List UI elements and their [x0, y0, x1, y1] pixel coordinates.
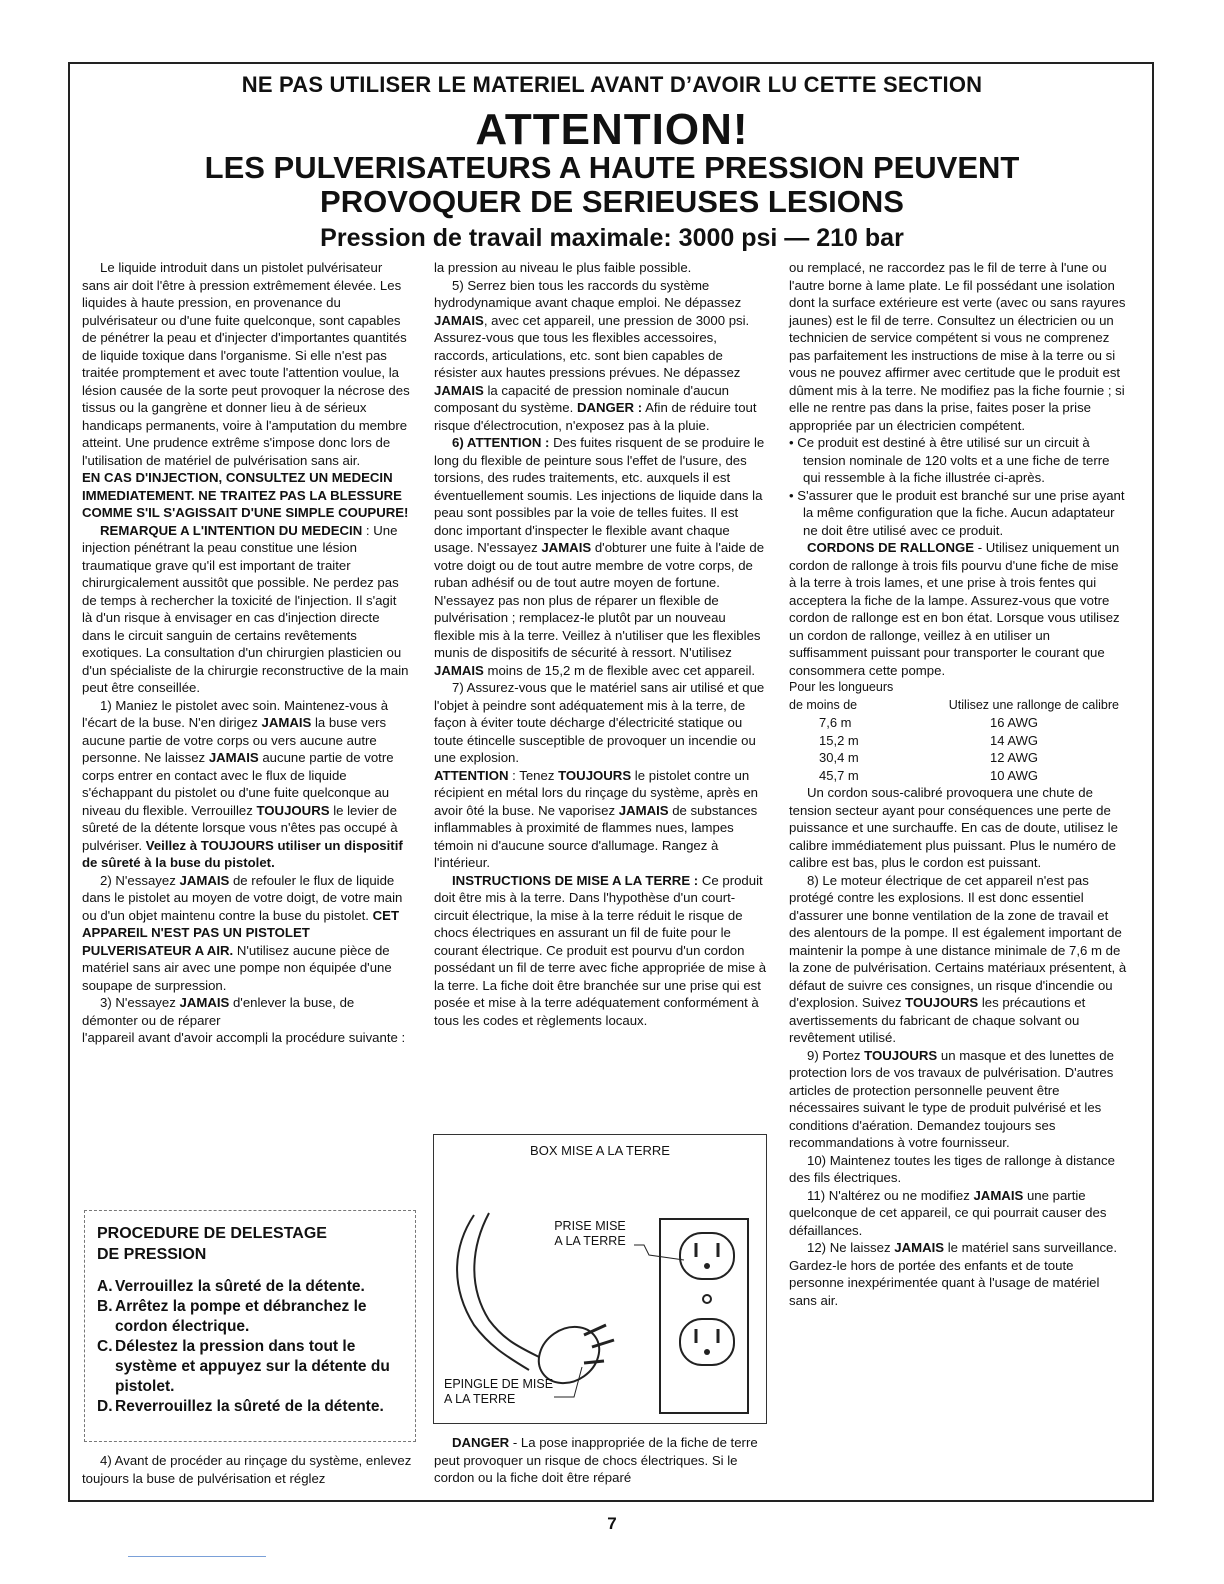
table-header: Pour les longueurs de moins de Utilisez une rallonge de calibre — [789, 680, 1119, 712]
bullet-item: • S'assurer que le produit est branché sur une prise ayant la même configuration que la fiche. Aucun adaptateur ne doit être utilisé avec ce produit. — [789, 487, 1125, 538]
pressure-rating: Pression de travail maximale: 3000 psi — 210 bar — [320, 224, 904, 252]
danger-note: DANGER - La pose inappropriée de la fiche de terre peut provoquer un risque de chocs électriques. Si le cordon ou la fiche doit être réparé — [434, 1435, 758, 1485]
item-11: 11) N'altérez ou ne modifiez JAMAIS une partie quelconque de cet appareil, ce qui pourrait causer des défaillances. — [789, 1187, 1107, 1238]
table-row: 30,4 m 12 AWG — [819, 750, 1038, 765]
col3-lead: ou remplacé, ne raccordez pas le fil de terre à l'une ou l'autre borne à lame plate. Le fil possédant une isolation dont la surface extérieure est verte (avec ou sans rayures jaunes) est le fil de terre. Consultez un électricien ou un technicien de service compétent si vous ne comprenez pas parfaitement les instructions de mise à la terre ou si vous ne pouvez affirmer avec certitude que le produit est dûment mis à la terre. Ne modifiez pas la fiche fournie ; si elle ne rentre pas dans la prise, faites poser la prise appropriée par un électricien compétent. — [789, 260, 1126, 433]
danger-headline-1: LES PULVERISATEURS A HAUTE PRESSION PEUVENT — [204, 150, 1020, 185]
item-3: 3) N'essayez JAMAIS d'enlever la buse, de démonter ou de réparer — [82, 995, 355, 1028]
procedure-step: C. Délestez la pression dans tout le système et appuyez sur la détente du pistolet. — [97, 1338, 390, 1395]
plug-ground-pin-icon — [584, 1361, 604, 1363]
item-2: 2) N'essayez JAMAIS de refouler le flux de liquide dans le pistolet au moyen de votre doigt, de votre main ou d'un objet maintenu contre la buse du pistolet. CET APPAREIL N'EST PAS UN PISTOLET PULVERISATEUR A AIR. N'utilisez aucune pièce de matériel sans air avec une pompe non équipée d'une soupape de surpression. — [82, 872, 403, 993]
outlet-socket-bottom-icon — [680, 1319, 734, 1365]
table-row: 7,6 m 16 AWG — [819, 715, 1038, 730]
item-6: 6) ATTENTION : Des fuites risquent de se produire le long du flexible de peinture sous l'effet de l'usure, des torsions, des rudes traitements, etc. auxquels il est éventuellement soumis. Les injections de liquide dans la peau sont possibles par la voie de telles fuites. Il est donc important d'inspecter le flexible avant chaque usage. N'essayez JAMAIS d'obturer une fuite à l'aide de votre doigt ou de tout autre membre de votre corps, de ruban adhésif ou de tout autre moyen de fortune. N'essayez pas non plus de réparer un flexible de pulvérisation ; remplacez-le plutôt par un nouveau flexible mis à la terre. Veillez à n'utiliser que les flexibles munis de dispositifs de sécurité à ressort. N'utilisez JAMAIS moins de 15,2 m de flexible avec cet appareil. — [434, 435, 765, 678]
procedure-step: A. Verrouillez la sûreté de la détente. — [97, 1278, 365, 1295]
procedure-title: PROCEDURE DE DELESTAGE DE PRESSION — [97, 1225, 327, 1263]
attention-note: ATTENTION : Tenez TOUJOURS le pistolet contre un récipient en métal lors du rinçage du système, après en avoir ôté la buse. Ne vaporisez JAMAIS de substances inflammables à proximité de flammes nues, lampes témoin ni d'aucune source d'allumage. Rangez à l'intérieur. — [434, 767, 758, 870]
pressure-relief-procedure-box — [84, 1210, 416, 1442]
undersize-note: Un cordon sous-calibré provoquera une chute de tension secteur ayant pour conséquences une perte de puissance et une surchauffe. En cas de doute, utilisez le calibre immédiatement plus puissant. Plus le numéro de — [789, 785, 1118, 853]
grounding-figure — [433, 1134, 767, 1424]
table-row: 45,7 m 10 AWG — [819, 767, 1038, 783]
attention-title: ATTENTION! — [475, 105, 749, 154]
bullet-item: • Ce produit est destiné à être utilisé sur un circuit à tension nominale de 120 volts et a une fiche de terre qui ressemble à la fiche illustrée ci-après. — [789, 435, 1110, 485]
prise-label: PRISE MISE A LA TERRE — [554, 1219, 626, 1248]
grounding-instructions: INSTRUCTIONS DE MISE A LA TERRE : Ce produit doit être mis à la terre. Dans l'hypothèse d'un court-circuit électrique, la mise à la terre réduit le risque de chocs électriques en assurant un fil de fuite pour le courant électrique. Ce produit est pourvu d'un cordon possédant un fil de terre avec fiche appropriée de mise à la terre. La fiche doit être branchée sur une prise qui est posée et mise à la terre adéquatement conformément à tous les codes et règlements locaux. — [434, 872, 767, 1028]
column-2 — [434, 259, 767, 1029]
item-4: 4) Avant de procéder au rinçage du système, enlevez toujours la buse de pulvérisation et réglez — [82, 1453, 412, 1486]
item-7: 7) Assurez-vous que le matériel sans air utilisé et que l'objet à peindre sont adéquatement mis à la terre, de façon à éviter toute décharge d'électricité statique ou toute étincelle susceptible de provoquer un incendie ou une explosion. — [434, 680, 765, 765]
procedure-steps — [97, 1277, 407, 1417]
item-10: 10) Maintenez toutes les tiges de rallonge à distance des fils électriques. — [789, 1152, 1115, 1185]
warning-header: NE PAS UTILISER LE MATERIEL AVANT D’AVOIR LU CETTE SECTION — [241, 72, 983, 97]
epingle-label: EPINGLE DE MISE A LA TERRE — [444, 1377, 554, 1406]
col2-lead: la pression au niveau le plus faible possible. — [434, 260, 692, 275]
item-8: 8) Le moteur électrique de cet appareil n'est pas protégé contre les explosions. Il est donc essentiel d'assurer une bonne ventilation de la zone de travail et des alentours de la pompe. Il est également important de maintenir la pompe à une distance minimale de 7,6 m de la zone de pulvérisation. Certains matériaux présentent, à défaut de suivre ces consignes, un risque d'incendie ou d'explosion. Suivez TOUJOURS les précautions et avertissements du fabricant de chaque solvant ou revêtement utilisé. — [789, 872, 1127, 1045]
page-number: 7 — [607, 1514, 617, 1533]
extension-cords: CORDONS DE RALLONGE - Utilisez uniquement un cordon de rallonge à trois fils pourvu d'une fiche de mise à la terre à trois lames, et une prise à trois fentes qui acceptera la fiche de la lampe. Assurez-vous que votre cordon de rallonge est en bon état. Lorsque vous utilisez un cordon de rallonge, veillez à en utiliser un suffisamment puissant pour transporter le courant que consommera cette pompe. — [789, 540, 1120, 678]
cord-inner-icon — [474, 1213, 539, 1357]
column-3 — [789, 259, 1129, 1309]
figure-title: BOX MISE A LA TERRE — [530, 1143, 670, 1158]
procedure-step: D. Reverrouillez la sûreté de la détente. — [97, 1398, 384, 1415]
injection-warning: EN CAS D'INJECTION, CONSULTEZ UN MEDECIN IMMEDIATEMENT. NE TRAITEZ PAS LA BLESSURE COMME S'IL S'AGISSAIT D'UNE SIMPLE COUPURE! — [82, 470, 409, 520]
item-9: 9) Portez TOUJOURS un masque et des lunettes de protection lors de vos travaux de pulvérisation. D'autres articles de protection personnelle peuvent être nécessaires suivant le type de produit pulvérisé et les conditions d'aération. Demandez toujours ses recommandations à votre fournisseur. — [789, 1047, 1114, 1150]
column-1 — [82, 259, 410, 1047]
undersize-note-cont: calibre est bas, plus le cordon est puissant. — [789, 855, 1042, 870]
item-5: 5) Serrez bien tous les raccords du système hydrodynamique avant chaque emploi. Ne dépassez JAMAIS, avec cet appareil, une pression de 3000 psi. Assurez-vous que tous les flexibles accessoires, raccords, articulations, etc. sont bien capables de résister aux hautes pressions prévues. Ne dépassez JAMAIS la capacité de pression nominale d'aucun composant du système. DANGER : Afin de réduire tout risque d'électrocution, n'exposez pas à la pluie. — [434, 277, 757, 433]
intro-paragraph: Le liquide introduit dans un pistolet pulvérisateur sans air doit l'être à pression extrêmement élevée. Les liquides à haute pression, en provenance du pulvérisateur ou d'une fuite quelconque, sont capables de pénétrer la peau et d'injecter d'importantes quantités de liquide toxique dans l'organisme. Si elle n'est pas traitée promptement et avec toute l'attention voulue, la lésion causée de la sorte peut provoquer la nécrose des tissus ou la gangrène et donner lieu à de sérieux handicaps permanents, voire à l'amputation du membre atteint. Une prudence extrême s'impose donc lors de l'utilisation de matériel de pulvérisation sans air. — [82, 260, 410, 468]
procedure-step: B. Arrêtez la pompe et débranchez le cordon électrique. — [97, 1298, 367, 1335]
doctor-note: REMARQUE A L'INTENTION DU MEDECIN : Une injection pénétrant la peau constitue une lésion traumatique grave qu'il est important de traiter chirurgicalement aussitôt que possible. Ne perdez pas de temps à rechercher la toxicité de l'injection. Il s'agit là d'un risque à envisager en cas d'injection directe dans le circuit sanguin de certains revêtements exotiques. La consultation d'un chirurgien plasticien ou d'un spécialiste de la chirurgie reconstructive de la main peut être conseillée. — [82, 522, 409, 695]
outlet-socket-top-icon — [680, 1233, 734, 1279]
item-1: 1) Maniez le pistolet avec soin. Maintenez-vous à l'écart de la buse. N'en dirigez JAMAIS la buse vers aucune partie de votre corps ou vers aucune autre personne. Ne laissez JAMAIS aucune partie de votre corps entrer en contact avec le flux de liquide s'échappant du pistolet ou d'une fuite quelconque au niveau du flexible. Verrouillez TOUJOURS le levier de sûreté de la détente lorsque vous n'êtes pas occupé à pulvériser. Veillez à TOUJOURS utiliser un dispositif de sûreté à la buse du pistolet. — [82, 697, 403, 870]
cord-gauge-table — [789, 679, 1119, 784]
item-12: 12) Ne laissez JAMAIS le matériel sans surveillance. Gardez-le hors de portée des enfants et de toute personne inexpérimentée quant à l'usage de matériel sans air. — [789, 1240, 1118, 1308]
table-row: 15,2 m 14 AWG — [819, 732, 1038, 748]
footer-rule — [128, 1556, 266, 1557]
item-3-cont: l'appareil avant d'avoir accompli la procédure suivante : — [82, 1030, 406, 1045]
danger-headline-2: PROVOQUER DE SERIEUSES LESIONS — [320, 184, 904, 219]
